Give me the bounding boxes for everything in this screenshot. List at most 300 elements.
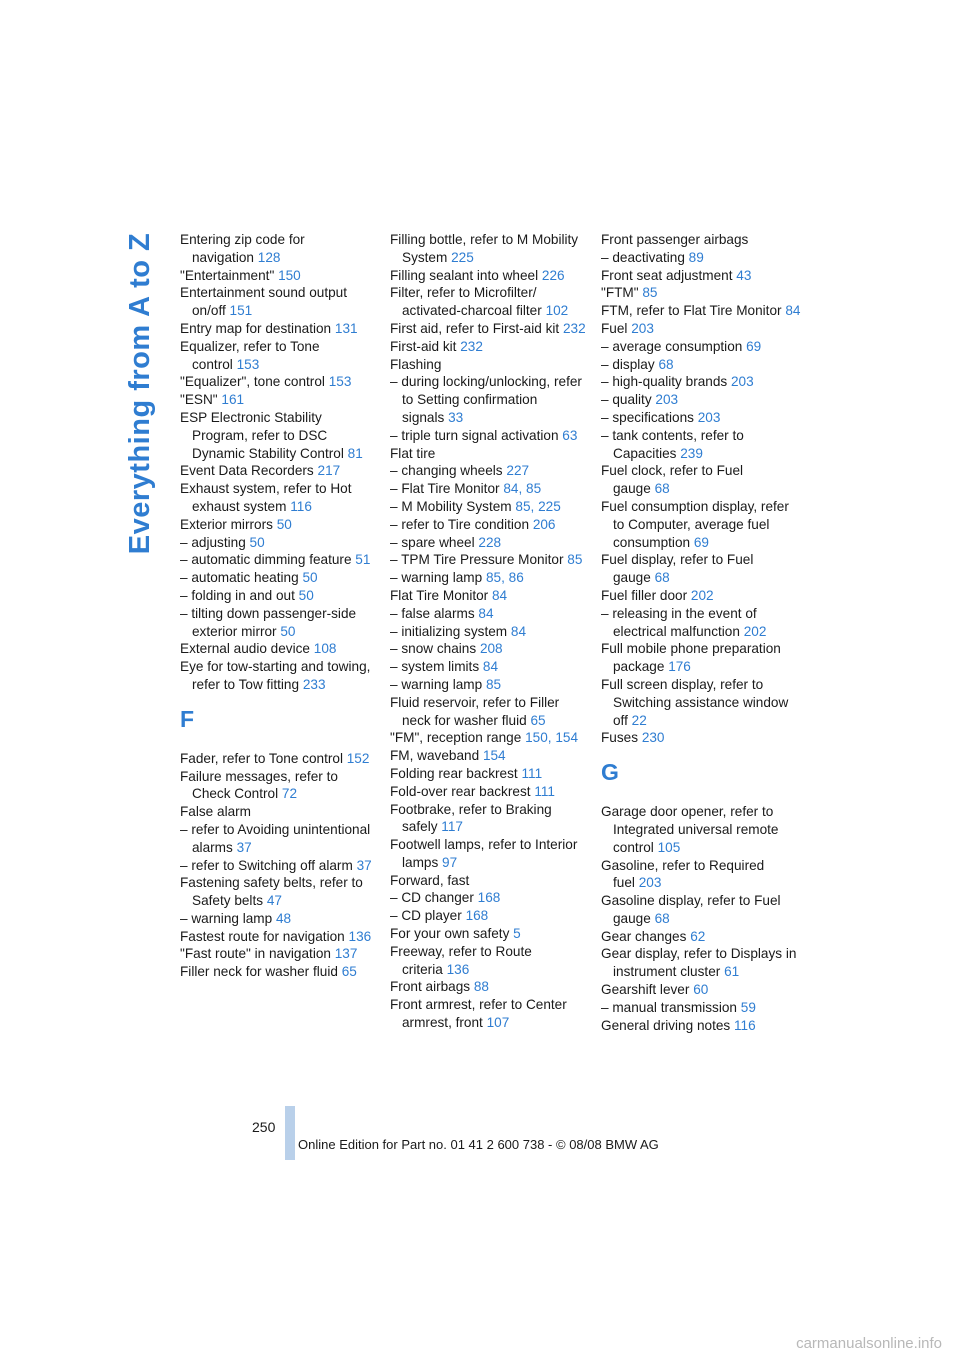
page-link[interactable]: 228 (478, 534, 502, 550)
page-refs (310, 641, 336, 656)
page-refs (518, 766, 542, 781)
page-refs (685, 250, 704, 265)
page-refs (720, 964, 739, 979)
index-entry (180, 768, 380, 804)
page-link[interactable]: 230 (641, 730, 665, 746)
index-entry-text: – false alarms (390, 605, 475, 621)
index-entry (180, 587, 380, 605)
index-entry-text: Footbrake, refer to Braking safely (390, 801, 552, 835)
page-link[interactable]: 47 (266, 893, 282, 909)
footer-accent-bar (285, 1106, 295, 1160)
index-entry-text: Full mobile phone preparation package (601, 641, 781, 675)
index-entry (601, 284, 801, 302)
page-refs (325, 374, 351, 389)
page-refs (338, 964, 357, 979)
index-entry-text: Full screen display, refer to Switching assistance window off (601, 676, 789, 728)
page-refs (664, 659, 690, 674)
index-entry (390, 516, 590, 534)
page-link[interactable]: 22 (631, 712, 647, 728)
index-entry (390, 978, 590, 996)
index-entry (601, 605, 801, 641)
page-refs (479, 659, 498, 674)
index-entry-text: Front airbags (390, 979, 471, 995)
page-link[interactable]: 81 (347, 445, 363, 461)
page-link[interactable]: 203 (697, 409, 721, 425)
index-entry (601, 498, 801, 551)
page-link[interactable]: 225 (451, 249, 474, 265)
page-link[interactable]: 226 (541, 267, 565, 283)
page-link[interactable]: 203 (655, 392, 679, 408)
page-link[interactable]: 176 (668, 659, 691, 675)
page-refs (652, 392, 678, 407)
page-link[interactable]: 117 (441, 819, 463, 835)
index-entry (601, 267, 801, 285)
index-entry-text: Fold-over rear backrest (390, 783, 531, 799)
index-column-2 (390, 231, 590, 1032)
index-entry-text: Event Data Recorders (180, 463, 314, 479)
index-entry-text: – CD changer (390, 890, 474, 906)
page-link[interactable]: 206 (532, 516, 556, 532)
page-link[interactable]: 203 (638, 875, 662, 891)
index-entry (601, 302, 801, 320)
index-entry-text: – refer to Avoiding unintentional alarms (180, 821, 371, 855)
page-link[interactable]: 203 (631, 320, 654, 336)
index-entry (390, 320, 590, 338)
index-entry-text: FM, waveband (390, 748, 480, 764)
page-refs (690, 535, 709, 550)
page-refs (475, 606, 494, 621)
index-entry-text: – releasing in the event of electrical malfunction (601, 605, 757, 639)
index-entry (601, 551, 801, 587)
page-link[interactable]: 153 (328, 374, 352, 390)
page-link[interactable]: 217 (317, 463, 341, 479)
index-entry (180, 821, 380, 857)
page-link[interactable]: 50 (276, 516, 292, 532)
index-entry (390, 445, 590, 463)
page-refs (509, 926, 520, 941)
page-link[interactable]: 68 (654, 481, 670, 497)
page-link[interactable]: 111 (521, 765, 543, 781)
page-link[interactable]: 107 (486, 1015, 510, 1031)
page-refs (274, 268, 300, 283)
page-link[interactable]: 68 (654, 910, 670, 926)
page-link[interactable]: 97 (442, 854, 458, 870)
page-link[interactable]: 153 (236, 356, 260, 372)
index-entry-text: Folding rear backrest (390, 765, 518, 781)
index-entry (390, 427, 590, 445)
index-entry-text: False alarm (180, 804, 252, 820)
page-link[interactable]: 43 (736, 267, 752, 283)
index-entry-text: – automatic dimming feature (180, 552, 352, 568)
index-entry-text: Filler neck for washer fluid (180, 964, 338, 980)
page-refs (732, 268, 751, 283)
page-refs (737, 1000, 756, 1015)
index-entry (390, 480, 590, 498)
index-entry (180, 910, 380, 928)
page-link[interactable]: 161 (221, 392, 245, 408)
page-link[interactable]: 68 (658, 356, 674, 372)
index-entry (601, 999, 801, 1017)
index-entry-text: Flat tire (390, 445, 436, 461)
index-entry-text: Fuses (601, 730, 639, 746)
page-link[interactable]: 136 (348, 928, 372, 944)
page-link[interactable]: 102 (545, 303, 569, 319)
index-entry (601, 729, 801, 747)
page-refs (531, 784, 555, 799)
page-refs (476, 641, 502, 656)
index-entry (601, 338, 801, 356)
page-link[interactable]: 85 (515, 498, 531, 514)
page-link[interactable]: 150 (278, 267, 301, 283)
index-entry-text: – spare wheel (390, 534, 475, 550)
index-entry (180, 658, 380, 694)
page-link[interactable]: 84 (510, 623, 527, 639)
index-entry (390, 694, 590, 730)
index-entry (601, 373, 801, 391)
page-link[interactable]: 60 (693, 982, 709, 998)
index-letter-heading: F (180, 705, 195, 732)
page-link[interactable]: 72 (281, 786, 298, 802)
page-refs (527, 713, 546, 728)
page-refs (438, 855, 457, 870)
index-entry-text: Fuel display, refer to Fuel gauge (601, 552, 754, 586)
index-entry (601, 945, 801, 981)
page-refs (344, 446, 363, 461)
page-refs (353, 858, 372, 873)
page-link[interactable]: 86 (508, 570, 524, 586)
page-refs (286, 499, 311, 514)
index-entry-text: – adjusting (180, 534, 246, 550)
index-entry (390, 338, 590, 356)
page-refs (345, 929, 371, 944)
index-entry (390, 284, 590, 320)
page-refs (651, 570, 670, 585)
index-entry-text: Garage door opener, refer to Integrated universal remote control (601, 804, 779, 855)
index-entry-text: – refer to Tire condition (390, 516, 530, 532)
index-entry-text: Equalizer, refer to Tone control (180, 338, 320, 372)
page-link[interactable]: 85 (526, 481, 542, 497)
page-refs (638, 730, 664, 745)
page-link[interactable]: 150 (525, 730, 548, 746)
page-refs (730, 1018, 755, 1033)
index-entry-text: – specifications (601, 409, 694, 425)
page-refs (651, 911, 670, 926)
index-entry-text: Exterior mirrors (180, 516, 273, 532)
page-refs (278, 786, 297, 801)
page-link[interactable]: 85 (485, 676, 502, 692)
page-link[interactable]: 62 (690, 928, 706, 944)
page-link[interactable]: 208 (479, 641, 503, 657)
watermark: carmanualsonline.info (796, 1335, 942, 1352)
index-entry (390, 747, 590, 765)
index-entry-text: Fader, refer to Tone control (180, 750, 343, 766)
page-refs (263, 893, 282, 908)
index-entry-text: General driving notes (601, 1017, 731, 1033)
page-link[interactable]: 152 (346, 750, 370, 766)
index-entry (180, 640, 380, 658)
page-link[interactable]: 84 (482, 659, 499, 675)
page-refs (352, 552, 371, 567)
page-link[interactable]: 33 (448, 409, 464, 425)
index-entry-text: – system limits (390, 659, 480, 675)
page-link[interactable]: 108 (313, 641, 337, 657)
index-entry (601, 587, 801, 605)
index-entry-text: Forward, fast (390, 872, 470, 888)
page-refs (462, 908, 488, 923)
page-link[interactable]: 50 (249, 534, 265, 550)
index-entry-text: Fastest route for navigation (180, 928, 345, 944)
index-entry (390, 569, 590, 587)
index-entry (390, 729, 590, 747)
page-refs (482, 677, 501, 692)
page-refs (331, 946, 357, 961)
page-refs (273, 517, 292, 532)
page-refs (226, 303, 252, 318)
page-link[interactable]: 85 (567, 552, 583, 568)
page-refs (654, 840, 680, 855)
page-link[interactable]: 69 (746, 338, 762, 354)
page-link[interactable]: 50 (280, 623, 296, 639)
page-number: 250 (252, 1119, 276, 1135)
page-refs (635, 875, 661, 890)
index-entry-text: – TPM Tire Pressure Monitor (390, 552, 564, 568)
page-link[interactable]: 111 (534, 783, 555, 799)
page-refs (246, 535, 265, 550)
index-entry-text: ESP Electronic Stability Program, refer to DSC Dynamic Stability Control (180, 409, 344, 461)
page-link[interactable]: 232 (460, 338, 483, 354)
page-link[interactable]: 85 (485, 570, 502, 586)
index-entry (601, 981, 801, 999)
page-refs (456, 339, 482, 354)
page-refs (538, 268, 564, 283)
page-refs (782, 303, 801, 318)
page-link[interactable]: 137 (334, 946, 358, 962)
page-link[interactable]: 131 (334, 320, 358, 336)
index-entry (180, 284, 380, 320)
index-entry-text: Failure messages, refer to Check Control (180, 768, 338, 802)
index-entry-text: Exhaust system, refer to Hot exhaust system (180, 481, 352, 514)
index-entry (180, 409, 380, 462)
page-refs (277, 624, 296, 639)
page-refs: 85, 86 (485, 570, 524, 586)
index-entry-text: – manual transmission (601, 999, 737, 1015)
index-entry-text: Entering zip code for navigation (180, 232, 305, 265)
index-entry (390, 498, 590, 516)
index-entry-text: "Fast route" in navigation (180, 946, 331, 962)
page-refs (438, 819, 463, 834)
index-entry (601, 640, 801, 676)
page-link[interactable]: 239 (680, 445, 703, 461)
page-link[interactable]: 68 (654, 570, 670, 586)
page-link[interactable]: 203 (730, 374, 754, 390)
page-link[interactable]: 88 (473, 979, 489, 995)
index-entry (390, 996, 590, 1032)
footer-edition-note: Online Edition for Part no. 01 41 2 600 738 - © 08/08 BMW AG (298, 1137, 659, 1152)
index-entry-text: – CD player (390, 908, 462, 924)
page-refs (331, 321, 357, 336)
page-link[interactable]: 202 (690, 587, 714, 603)
index-entry (601, 857, 801, 893)
index-entry (601, 427, 801, 463)
page-refs (272, 911, 291, 926)
page-link[interactable]: 65 (341, 964, 357, 980)
index-entry (390, 658, 590, 676)
page-link[interactable]: 105 (657, 839, 681, 855)
index-entry (180, 373, 380, 391)
index-entry-text: Gasoline, refer to Required fuel (601, 857, 765, 891)
index-entry-text: "Entertainment" (180, 267, 275, 283)
index-entry-text: "Equalizer", tone control (180, 374, 325, 390)
index-entry-text: Filling sealant into wheel (390, 267, 539, 283)
index-entry (390, 889, 590, 907)
index-entry-text: – automatic heating (180, 570, 299, 586)
page-link[interactable]: 65 (530, 712, 546, 728)
page-link[interactable]: 84 (478, 605, 494, 621)
page-link[interactable]: 225 (538, 498, 561, 514)
index-entry (180, 267, 380, 285)
page-link[interactable]: 136 (446, 961, 470, 977)
index-entry (180, 928, 380, 946)
index-entry-text: "FTM" (601, 285, 639, 301)
page-link[interactable]: 202 (743, 623, 767, 639)
page-refs (507, 624, 526, 639)
index-entry-text: – quality (601, 392, 652, 408)
page-link[interactable]: 84 (491, 587, 508, 603)
page-link[interactable]: 128 (257, 249, 281, 265)
page-link[interactable]: 116 (290, 498, 312, 514)
page-link[interactable]: 85 (642, 285, 658, 301)
index-entry (390, 462, 590, 480)
page-link[interactable]: 89 (688, 249, 704, 265)
index-entry (390, 267, 590, 285)
index-entry-text: FTM, refer to Flat Tire Monitor (601, 303, 782, 319)
index-column-1 (180, 231, 380, 981)
side-title-text: Everything from A to Z (124, 232, 157, 555)
index-entry (180, 945, 380, 963)
index-entry (390, 587, 590, 605)
page-link[interactable]: 151 (229, 303, 253, 319)
page-link[interactable]: 116 (734, 1017, 756, 1033)
page-link[interactable]: 154 (555, 730, 579, 746)
page-link[interactable]: 84 (503, 481, 519, 497)
page-link[interactable]: 48 (275, 910, 292, 926)
index-entry-text: – refer to Switching off alarm (180, 857, 353, 873)
page-refs (564, 552, 583, 567)
page-link[interactable]: 232 (562, 320, 586, 336)
page-refs (694, 410, 720, 425)
page-link[interactable]: 233 (302, 676, 326, 692)
page-link[interactable]: 37 (236, 839, 252, 855)
index-entry-text: – initializing system (390, 623, 508, 639)
index-entry (601, 409, 801, 427)
index-entry-text: "ESN" (180, 392, 218, 408)
page-refs (727, 374, 753, 389)
index-entry (601, 231, 801, 249)
index-entry-text: – warning lamp (390, 570, 483, 586)
page-refs (474, 890, 500, 905)
page-link[interactable]: 5 (513, 926, 521, 942)
index-entry-text: – Flat Tire Monitor (390, 481, 500, 497)
index-entry-text: "FM", reception range (390, 730, 522, 746)
page-refs (488, 588, 507, 603)
index-entry-text: Eye for tow-starting and towing, refer to Tow fitting (180, 659, 371, 692)
index-column-3 (601, 231, 801, 1034)
index-entry-text: – tank contents, refer to Capacities (601, 427, 744, 461)
page-link[interactable]: 59 (740, 999, 756, 1015)
page-refs (742, 339, 761, 354)
page-link[interactable]: 69 (693, 534, 709, 550)
page-link[interactable]: 154 (482, 748, 506, 764)
index-entry (180, 551, 380, 569)
page-link[interactable]: 51 (355, 552, 371, 568)
index-entry-text: – snow chains (390, 641, 477, 657)
index-entry-text: First-aid kit (390, 338, 457, 354)
index-entry-text: – tilting down passenger-side exterior mirror (180, 605, 357, 639)
index-entry-text: Entertainment sound output on/off (180, 285, 348, 319)
page-refs (299, 570, 318, 585)
page-link[interactable]: 63 (562, 427, 578, 443)
index-entry (390, 676, 590, 694)
index-entry-text: – M Mobility System (390, 498, 512, 514)
index-entry (390, 925, 590, 943)
index-entry (390, 836, 590, 872)
index-entry-text: Front seat adjustment (601, 267, 733, 283)
page-refs (218, 392, 244, 407)
page-refs (627, 321, 653, 336)
page-link[interactable]: 50 (302, 570, 318, 586)
index-letter-heading: G (601, 759, 619, 786)
index-entry-text: Footwell lamps, refer to Interior lamps (390, 837, 578, 870)
index-entry-text: – changing wheels (390, 463, 503, 479)
index-entry-text: External audio device (180, 641, 310, 657)
index-entry (601, 320, 801, 338)
index-entry (601, 249, 801, 267)
page-refs (295, 588, 314, 603)
index-entry-text: Gearshift lever (601, 982, 690, 998)
page-link[interactable]: 50 (298, 587, 314, 603)
page-link[interactable]: 227 (506, 463, 530, 479)
section-side-title (119, 232, 163, 555)
page-refs (559, 428, 578, 443)
page-link[interactable]: 84 (785, 303, 801, 319)
index-entry (180, 320, 380, 338)
index-entry (390, 551, 590, 569)
index-entry (601, 462, 801, 498)
index-entry-text: First aid, refer to First-aid kit (390, 320, 560, 336)
index-entry (601, 356, 801, 374)
index-entry-text: Flat Tire Monitor (390, 587, 489, 603)
index-entry-text: Fuel filler door (601, 587, 688, 603)
page-refs (689, 982, 708, 997)
page-link[interactable]: 168 (465, 908, 489, 924)
index-entry-text: – triple turn signal activation (390, 427, 559, 443)
index-entry (390, 872, 590, 890)
index-entry (601, 928, 801, 946)
index-entry-text: Fastening safety belts, refer to Safety belts (180, 875, 363, 909)
page-refs (559, 321, 585, 336)
index-entry (180, 516, 380, 534)
page-link[interactable]: 168 (477, 890, 501, 906)
page-refs (343, 751, 369, 766)
page-link[interactable]: 37 (356, 857, 372, 873)
page-link[interactable]: 61 (724, 964, 740, 980)
index-entry-text: – display (601, 356, 655, 372)
index-entry (390, 605, 590, 623)
index-entry (390, 765, 590, 783)
index-entry-text: Fluid reservoir, refer to Filler neck for washer fluid (390, 694, 560, 728)
index-entry-text: Filling bottle, refer to M Mobility System (390, 232, 579, 265)
index-entry-text: Fuel consumption display, refer to Computer, average fuel consumption (601, 498, 789, 550)
